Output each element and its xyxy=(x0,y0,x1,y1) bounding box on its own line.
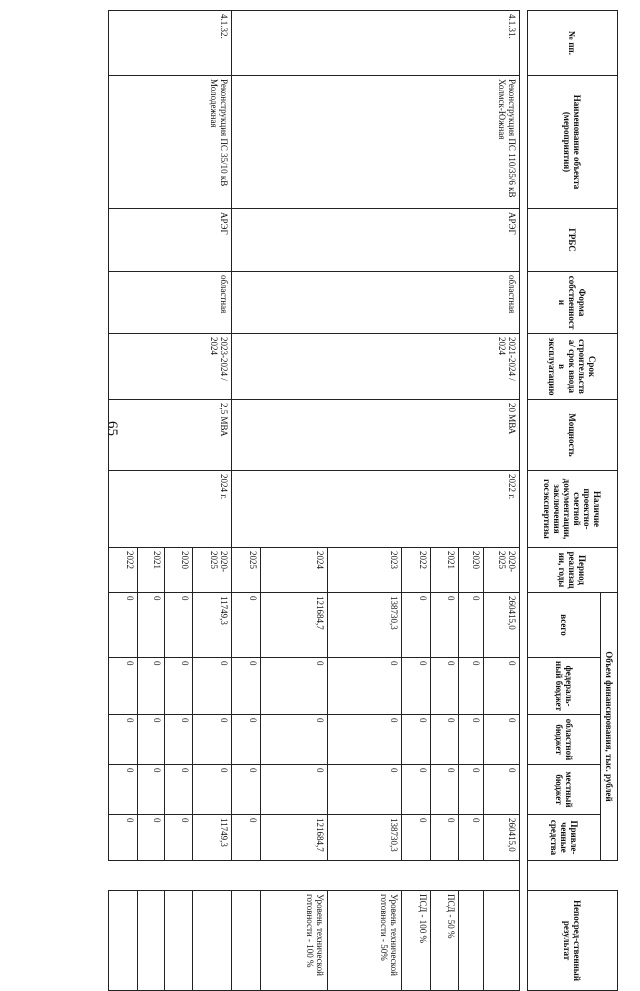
cell-total: 260415,0 xyxy=(483,593,519,658)
cell-local: 0 xyxy=(458,765,483,815)
cell-term: 2023-2024 / 2024 xyxy=(109,334,232,400)
financing-table xyxy=(108,10,618,991)
cell-period: 2020 xyxy=(458,548,483,593)
cell-regional: 0 xyxy=(328,715,402,765)
cell-federal: 0 xyxy=(431,658,459,715)
cell-period: 2025 xyxy=(232,548,261,593)
header-num: № пп. xyxy=(528,11,618,76)
cell-total: 0 xyxy=(165,593,193,658)
cell-regional: 0 xyxy=(402,715,431,765)
cell-psd: 2024 г. xyxy=(109,471,232,548)
cell-regional: 0 xyxy=(483,715,519,765)
cell-result xyxy=(137,891,165,991)
cell-federal: 0 xyxy=(109,658,138,715)
table-row xyxy=(483,11,519,991)
cell-total: 0 xyxy=(402,593,431,658)
cell-regional: 0 xyxy=(261,715,328,765)
cell-local: 0 xyxy=(165,765,193,815)
cell-attracted: 0 xyxy=(402,815,431,861)
cell-local: 0 xyxy=(137,765,165,815)
cell-result: ПСД - 50 % xyxy=(431,891,459,991)
header-result: Непосред-ственный результат xyxy=(528,891,618,991)
cell-local: 0 xyxy=(261,765,328,815)
cell-total: 138730,3 xyxy=(328,593,402,658)
cell-period: 2023 xyxy=(328,548,402,593)
cell-attracted: 0 xyxy=(165,815,193,861)
cell-federal: 0 xyxy=(328,658,402,715)
cell-result xyxy=(458,891,483,991)
cell-federal: 0 xyxy=(192,658,232,715)
cell-federal: 0 xyxy=(458,658,483,715)
cell-term: 2021-2024 / 2024 xyxy=(232,334,519,400)
header-period: Период реализации, годы xyxy=(528,548,618,593)
cell-name: Реконструкция ПС 35/10 кВ Молодежная xyxy=(109,76,232,209)
cell-attracted: 260415,0 xyxy=(483,815,519,861)
cell-regional: 0 xyxy=(431,715,459,765)
cell-name: Реконструкция ПС 110/35/6 кВ Холмск-Южная xyxy=(232,76,519,209)
header-psd: Наличие проектно-сметной документации, заключения госэкспертизы xyxy=(528,471,618,548)
header-federal: федераль-ный бюджет xyxy=(528,658,601,715)
cell-attracted: 0 xyxy=(431,815,459,861)
cell-result xyxy=(192,891,232,991)
header-regional: областной бюджет xyxy=(528,715,601,765)
cell-attracted: 11749,3 xyxy=(192,815,232,861)
cell-federal: 0 xyxy=(261,658,328,715)
cell-period: 2022 xyxy=(109,548,138,593)
cell-total: 0 xyxy=(232,593,261,658)
cell-total: 11749,3 xyxy=(192,593,232,658)
cell-result xyxy=(232,891,261,991)
cell-local: 0 xyxy=(109,765,138,815)
cell-regional: 0 xyxy=(109,715,138,765)
cell-federal: 0 xyxy=(165,658,193,715)
cell-attracted: 0 xyxy=(109,815,138,861)
cell-local: 0 xyxy=(483,765,519,815)
cell-result: Уровень технической готовности - 100 % xyxy=(261,891,328,991)
header-spacer xyxy=(528,861,618,891)
header-attracted: Привле-ченные средства xyxy=(528,815,601,861)
cell-attracted: 0 xyxy=(137,815,165,861)
cell-period: 2021 xyxy=(137,548,165,593)
header-funding: Объем финансирования, тыс. рублей xyxy=(601,593,618,861)
header-term: Срок строительства/ срок ввода в эксплуатацию xyxy=(528,334,618,400)
cell-attracted: 0 xyxy=(458,815,483,861)
header-ownership: Форма собственности xyxy=(528,272,618,334)
cell-result xyxy=(483,891,519,991)
cell-attracted: 121684,7 xyxy=(261,815,328,861)
cell-local: 0 xyxy=(328,765,402,815)
page-number: 65 xyxy=(104,421,120,436)
header-name: Наименование объекта (мероприятия) xyxy=(528,76,618,209)
cell-capacity: 20 МВА xyxy=(232,400,519,471)
cell-regional: 0 xyxy=(192,715,232,765)
cell-psd: 2022 г. xyxy=(232,471,519,548)
cell-federal: 0 xyxy=(483,658,519,715)
cell-result xyxy=(109,891,138,991)
cell-total: 121684,7 xyxy=(261,593,328,658)
rotated-table-area xyxy=(108,10,618,982)
cell-regional: 0 xyxy=(137,715,165,765)
cell-federal: 0 xyxy=(402,658,431,715)
cell-period: 2021 xyxy=(431,548,459,593)
spacer-cell xyxy=(109,861,520,891)
cell-ownership: областная xyxy=(232,272,519,334)
header-total: всего xyxy=(528,593,601,658)
cell-result: ПСД - 100 % xyxy=(402,891,431,991)
cell-federal: 0 xyxy=(137,658,165,715)
header-grbs: ГРБС xyxy=(528,209,618,272)
cell-period: 2024 xyxy=(261,548,328,593)
table-row xyxy=(192,11,232,991)
cell-capacity: 2,5 МВА xyxy=(109,400,232,471)
cell-result xyxy=(165,891,193,991)
header-local: местный бюджет xyxy=(528,765,601,815)
cell-total: 0 xyxy=(137,593,165,658)
cell-ownership: областная xyxy=(109,272,232,334)
cell-local: 0 xyxy=(232,765,261,815)
cell-local: 0 xyxy=(402,765,431,815)
cell-grbs: АРЭГ xyxy=(232,209,519,272)
cell-regional: 0 xyxy=(232,715,261,765)
cell-period: 2020-2025 xyxy=(192,548,232,593)
cell-result: Уровень технической готовности - 50% xyxy=(328,891,402,991)
cell-period: 2020-2025 xyxy=(483,548,519,593)
cell-attracted: 0 xyxy=(232,815,261,861)
cell-regional: 0 xyxy=(165,715,193,765)
cell-federal: 0 xyxy=(232,658,261,715)
cell-local: 0 xyxy=(431,765,459,815)
cell-regional: 0 xyxy=(458,715,483,765)
cell-num: 4.1.32. xyxy=(109,11,232,76)
cell-num: 4.1.31. xyxy=(232,11,519,76)
cell-grbs: АРЭГ xyxy=(109,209,232,272)
cell-local: 0 xyxy=(192,765,232,815)
cell-total: 0 xyxy=(431,593,459,658)
cell-period: 2020 xyxy=(165,548,193,593)
cell-period: 2022 xyxy=(402,548,431,593)
cell-total: 0 xyxy=(458,593,483,658)
cell-attracted: 138730,3 xyxy=(328,815,402,861)
header-capacity: Мощность xyxy=(528,400,618,471)
cell-total: 0 xyxy=(109,593,138,658)
